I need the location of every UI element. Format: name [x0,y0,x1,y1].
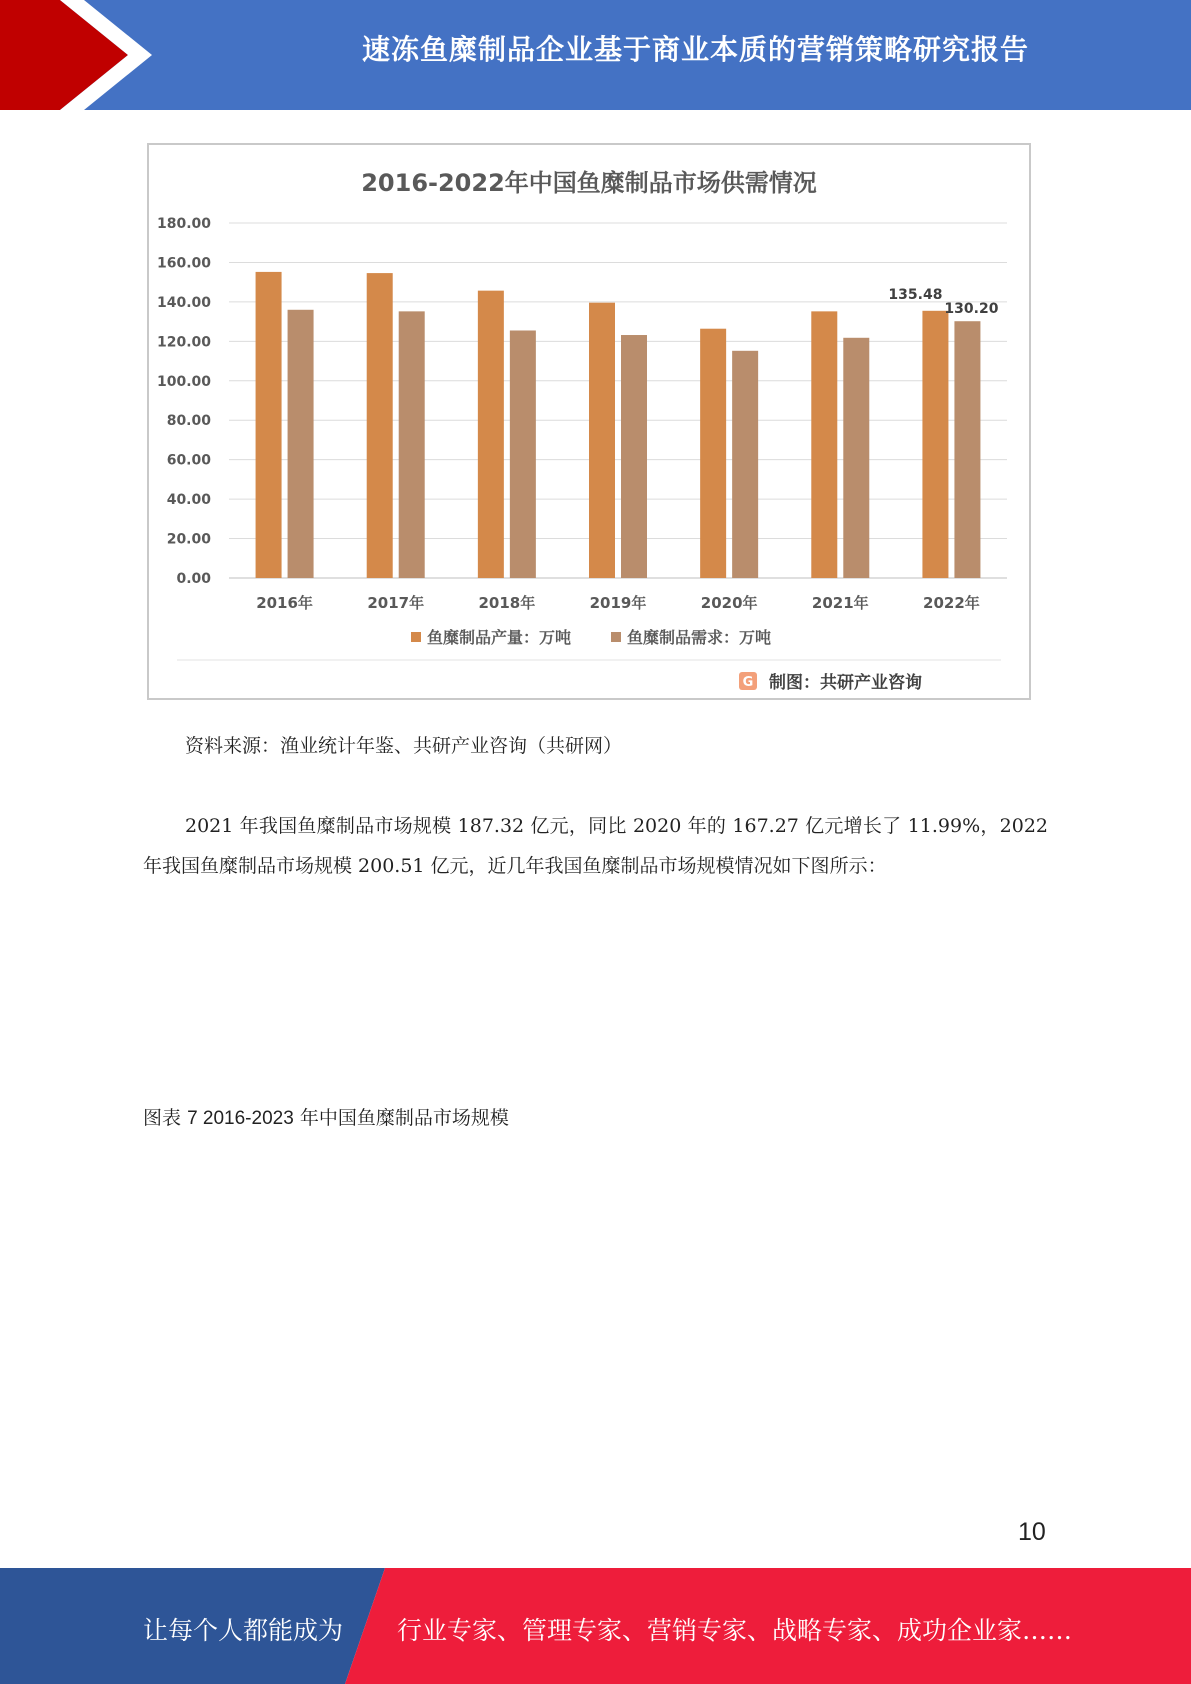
chart-figure [147,143,1031,700]
y-tick-label: 100.00 [156,373,211,390]
bar-demand [399,311,425,578]
x-tick-label: 2018年 [478,594,536,612]
page-header [0,0,1191,110]
bar-demand [732,351,758,578]
bar-demand [288,310,314,578]
bar-production [478,291,504,578]
bar-production [811,311,837,578]
bar-production [700,329,726,578]
figure-caption-number: 7 2016-2023 [187,1108,294,1129]
bar-chart [149,145,1029,698]
y-tick-label: 40.00 [166,492,211,509]
x-tick-label: 2019年 [589,594,647,612]
y-tick-label: 20.00 [166,531,211,548]
x-tick-label: 2020年 [700,594,758,612]
page-number: 10 [1018,1518,1046,1546]
y-tick-label: 0.00 [176,571,211,587]
x-tick-label: 2021年 [811,594,869,612]
legend-swatch [611,632,621,642]
bar-demand [621,335,647,578]
source-note: 资料来源：渔业统计年鉴、共研产业咨询（共研网） [185,735,623,757]
bar-production [922,311,948,578]
legend-label: 鱼糜制品需求：万吨 [627,628,772,647]
x-tick-label: 2016年 [256,594,313,612]
y-tick-label: 60.00 [166,452,211,469]
page-footer [0,1568,1191,1684]
bar-demand [510,330,536,578]
chart-credit: 制图：共研产业咨询 [769,673,922,693]
credit-logo-glyph: G [742,675,754,690]
figure-caption-prefix: 图表 [143,1107,182,1129]
legend-swatch [411,632,421,642]
footer-slogan-left: 让每个人都能成为 [143,1616,344,1645]
y-tick-label: 140.00 [156,294,211,311]
header-title: 速冻鱼糜制品企业基于商业本质的营销策略研究报告 [361,33,1029,66]
body-paragraph: 2021 年我国鱼糜制品市场规模 187.32 亿元，同比 2020 年的 167.27 亿元增长了 11.99%，2022 年我国鱼糜制品市场规模 200.51 亿元，近几年我国鱼糜制品市场规模情况如下图所示： [143,815,1048,877]
data-label: 135.48 [888,286,943,303]
figure-caption-text: 年中国鱼糜制品市场规模 [299,1107,509,1129]
x-tick-label: 2022年 [923,594,980,612]
bar-demand [954,321,980,578]
bar-production [589,303,615,578]
y-tick-label: 180.00 [156,216,211,232]
figure-caption [143,1103,509,1130]
y-tick-label: 80.00 [166,413,211,430]
bar-production [367,273,393,578]
bar-production [256,272,282,578]
data-label: 130.20 [944,301,999,318]
bar-demand [843,338,869,578]
chart-title: 2016-2022年中国鱼糜制品市场供需情况 [361,169,817,197]
footer-slogan-right: 行业专家、管理专家、营销专家、战略专家、成功企业家…… [397,1616,1073,1645]
x-tick-label: 2017年 [367,594,425,612]
y-tick-label: 160.00 [156,255,211,272]
legend-label: 鱼糜制品产量：万吨 [427,628,572,647]
y-tick-label: 120.00 [156,334,211,351]
